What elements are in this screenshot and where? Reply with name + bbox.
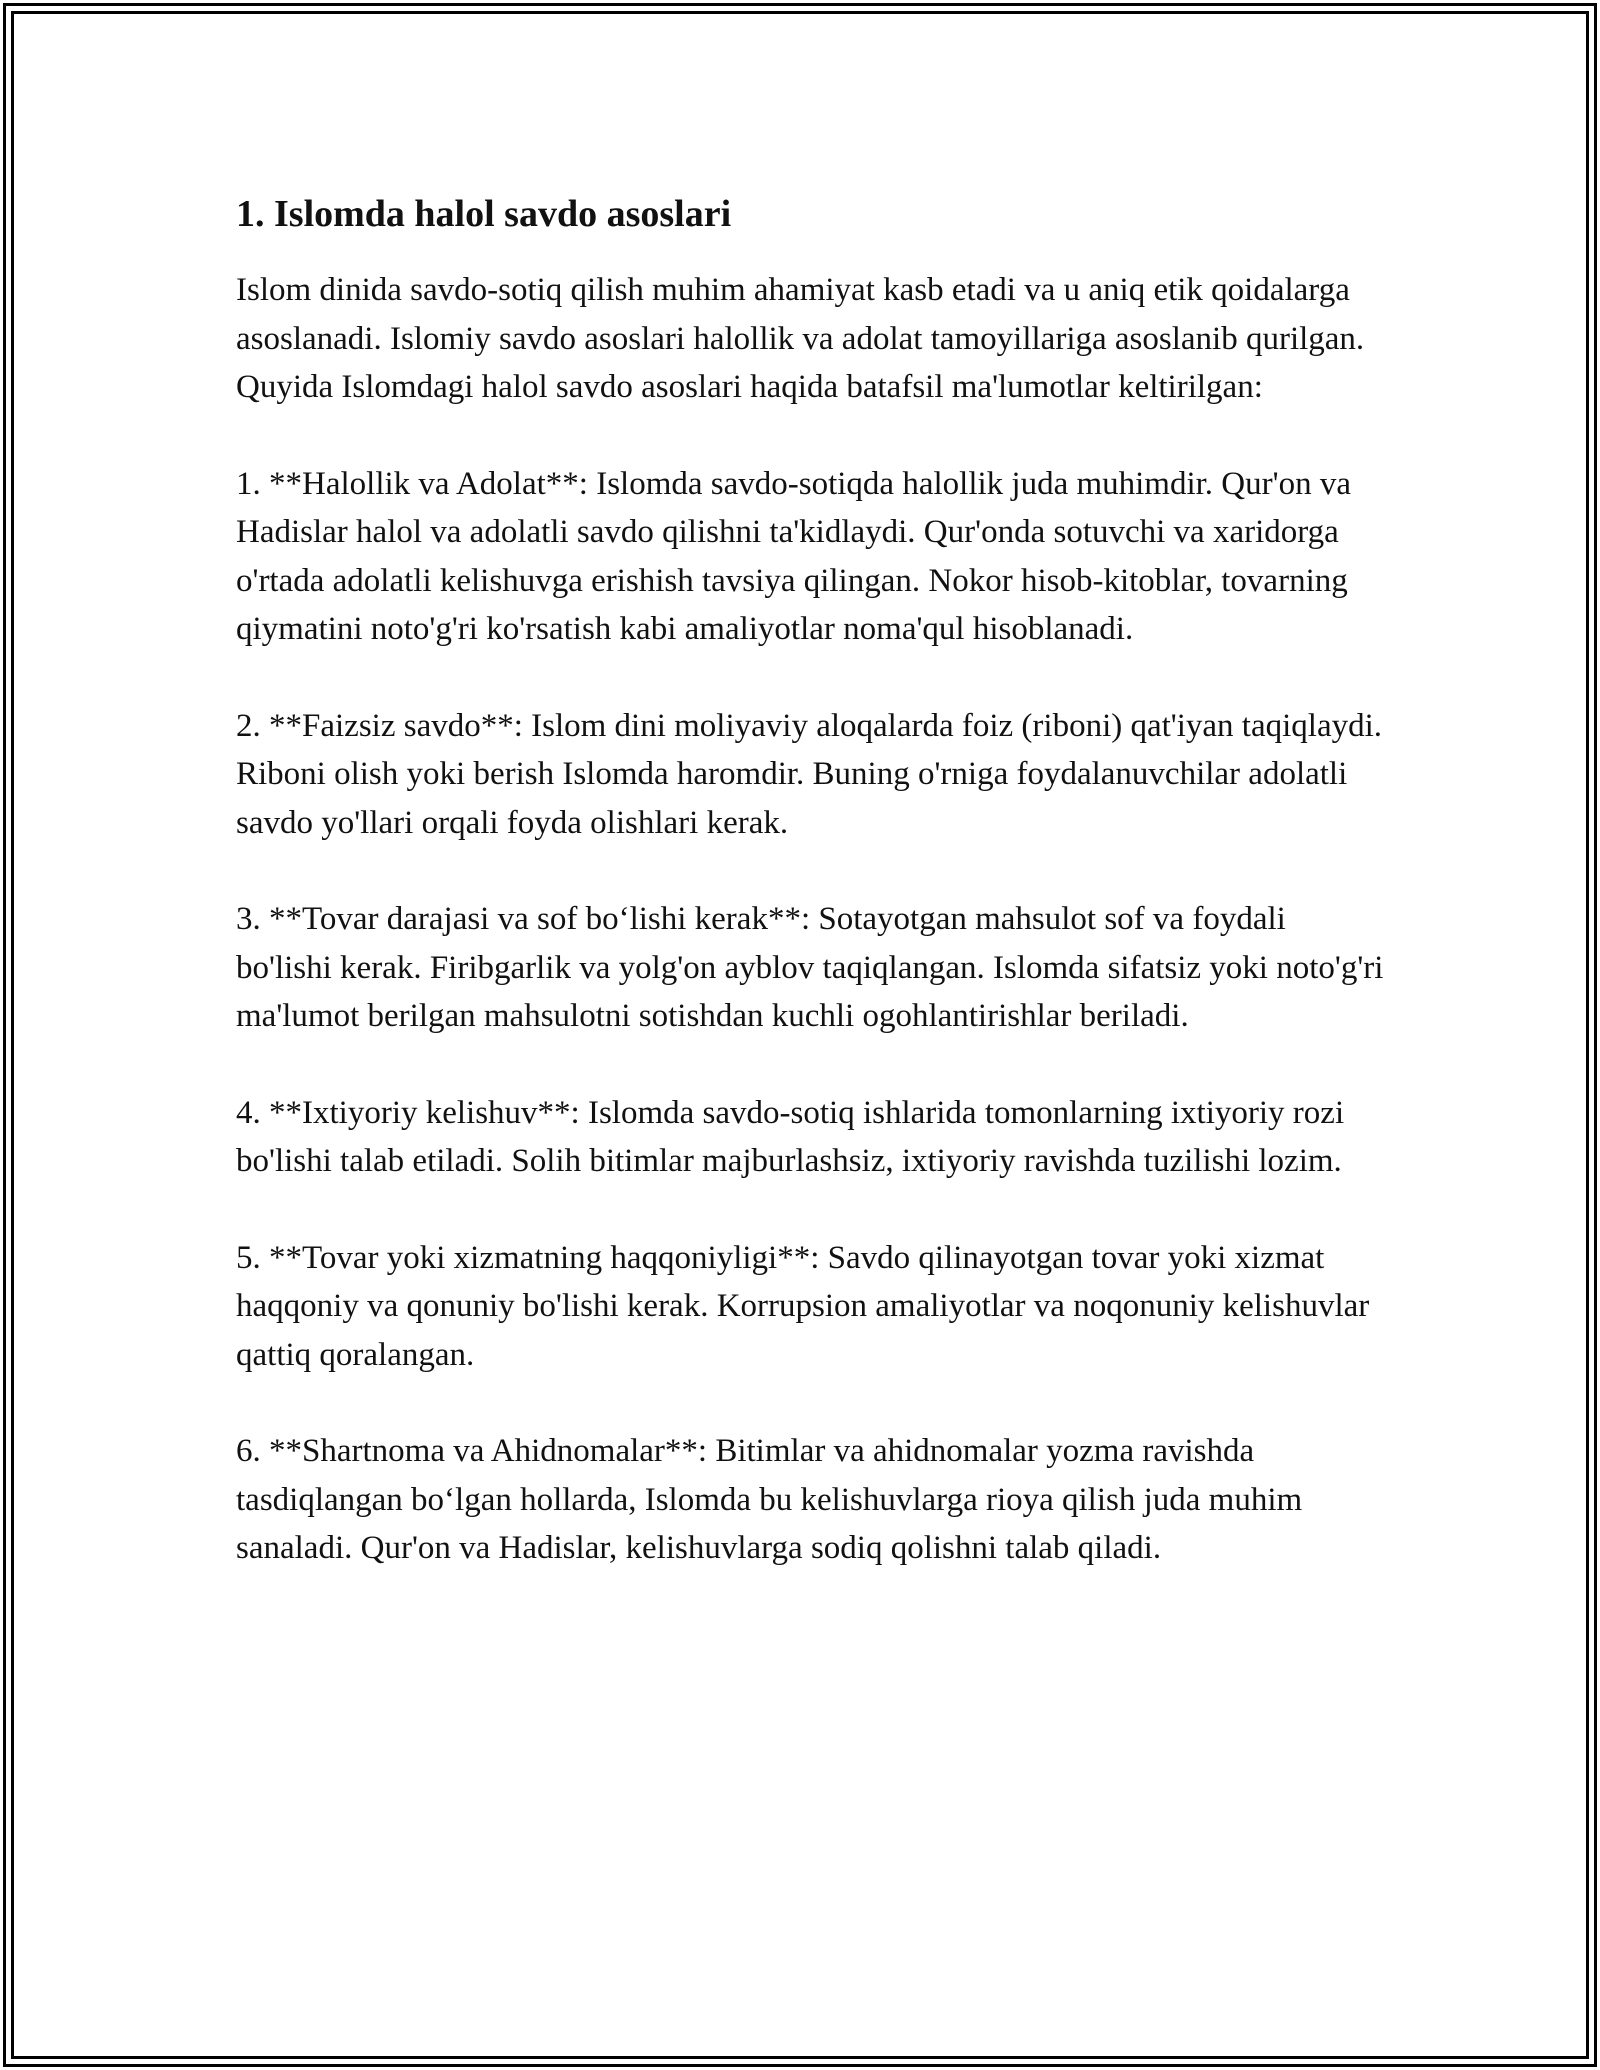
paragraph-tovar-darajasi: 3. **Tovar darajasi va sof bo‘lishi kerak**: Sotayotgan mahsulot sof va foydali bo'lishi kerak. Firibgarlik va yolg'on ayblov taqiqlangan. Islomda sifatsiz yoki noto'g'ri ma'lumot berilgan mahsulotni sotishdan kuchli ogohlantirishlar beriladi. [236, 901, 1384, 1034]
intro-paragraph: Islom dinida savdo-sotiq qilish muhim ahamiyat kasb etadi va u aniq etik qoidalarga asoslanadi. Islomiy savdo asoslari halollik va adolat tamoyillariga asoslanib qurilgan. Quyida Islomdagi halol savdo asoslari haqida batafsil ma'lumotlar keltirilgan: [236, 272, 1365, 405]
section-heading: 1. Islomda halol savdo asoslari [236, 193, 732, 235]
paragraph-ixtiyoriy-kelishuv: 4. **Ixtiyoriy kelishuv**: Islomda savdo-sotiq ishlarida tomonlarning ixtiyoriy rozi bo'lishi talab etiladi. Solih bitimlar majburlashsiz, ixtiyoriy ravishda tuzilishi lozim. [236, 1094, 1345, 1179]
paragraph-halollik-va-adolat: 1. **Halollik va Adolat**: Islomda savdo-sotiqda halollik juda muhimdir. Qur'on va Hadislar halol va adolatli savdo qilishni ta'kidlaydi. Qur'onda sotuvchi va xaridorga o'rtada adolatli kelishuvga erishish tavsiya qilingan. Nokor hisob-kitoblar, tovarning qiymatini noto'g'ri ko'rsatish kabi amaliyotlar noma'qul hisoblanadi. [236, 465, 1351, 647]
paragraph-tovar-haqqoniyligi: 5. **Tovar yoki xizmatning haqqoniyligi**: Savdo qilinayotgan tovar yoki xizmat haqqoniy va qonuniy bo'lishi kerak. Korrupsion amaliyotlar va noqonuniy kelishuvlar qattiq qoralangan. [236, 1239, 1370, 1373]
paragraph-faizsiz-savdo: 2. **Faizsiz savdo**: Islom dini moliyaviy aloqalarda foiz (riboni) qat'iyan taqiqlaydi. Riboni olish yoki berish Islomda haromdir. Buning o'rniga foydalanuvchilar adolatli savdo yo'llari orqali foyda olishlari kerak. [236, 707, 1383, 841]
paragraph-shartnoma-va-ahidnomalar: 6. **Shartnoma va Ahidnomalar**: Bitimlar va ahidnomalar yozma ravishda tasdiqlangan bo‘lgan hollarda, Islomda bu kelishuvlarga rioya qilish juda muhim sanaladi. Qur'on va Hadislar, kelishuvlarga sodiq qolishni talab qiladi. [236, 1433, 1303, 1566]
document-body [236, 188, 1386, 1621]
